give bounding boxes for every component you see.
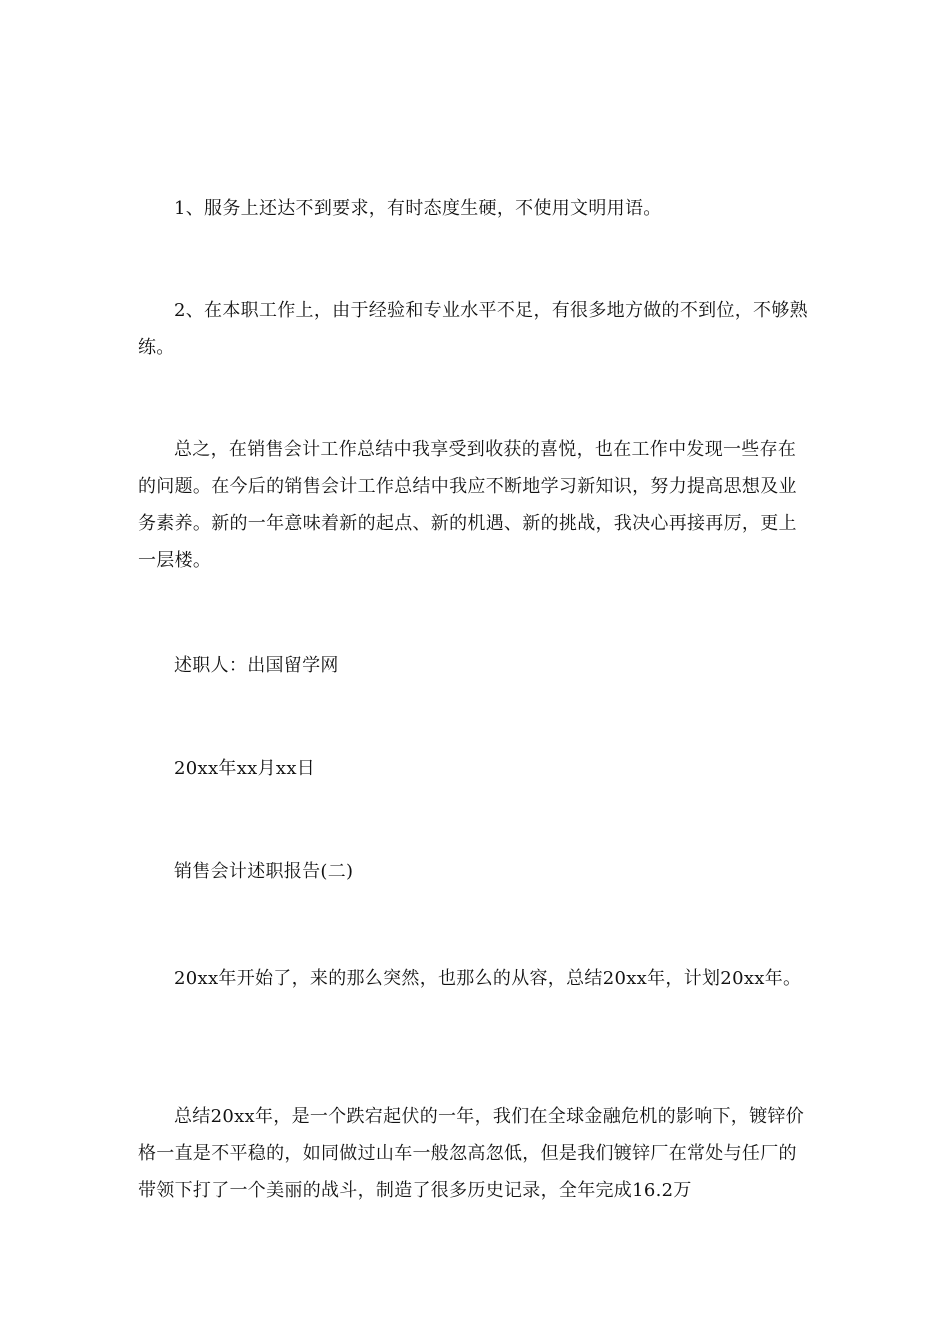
body-paragraph: 总结20xx年，是一个跌宕起伏的一年，我们在全球金融危机的影响下，镀锌价格一直是不平稳的，如同做过山车一般忽高忽低，但是我们镀锌厂在常处与任厂的带领下打了一个美丽的战斗，制造了很多历史记录，全年完成16.2万	[138, 1106, 805, 1201]
list-item-skills: 2、在本职工作上，由于经验和专业水平不足，有很多地方做的不到位，不够熟练。	[138, 300, 808, 358]
intro-paragraph: 20xx年开始了，来的那么突然，也那么的从容，总结20xx年，计划20xx年。	[174, 968, 802, 989]
date-line: 20xx年xx月xx日	[174, 758, 316, 779]
section-title: 销售会计述职报告(二)	[174, 861, 354, 882]
signature-line: 述职人：出国留学网	[174, 655, 339, 676]
list-item-service: 1、服务上还达不到要求，有时态度生硬，不使用文明用语。	[174, 198, 662, 219]
summary-paragraph: 总之，在销售会计工作总结中我享受到收获的喜悦，也在工作中发现一些存在的问题。在今后的销售会计工作总结中我应不断地学习新知识，努力提高思想及业务素养。新的一年意味着新的起点、新的机遇、新的挑战，我决心再接再厉，更上一层楼。	[138, 439, 797, 571]
